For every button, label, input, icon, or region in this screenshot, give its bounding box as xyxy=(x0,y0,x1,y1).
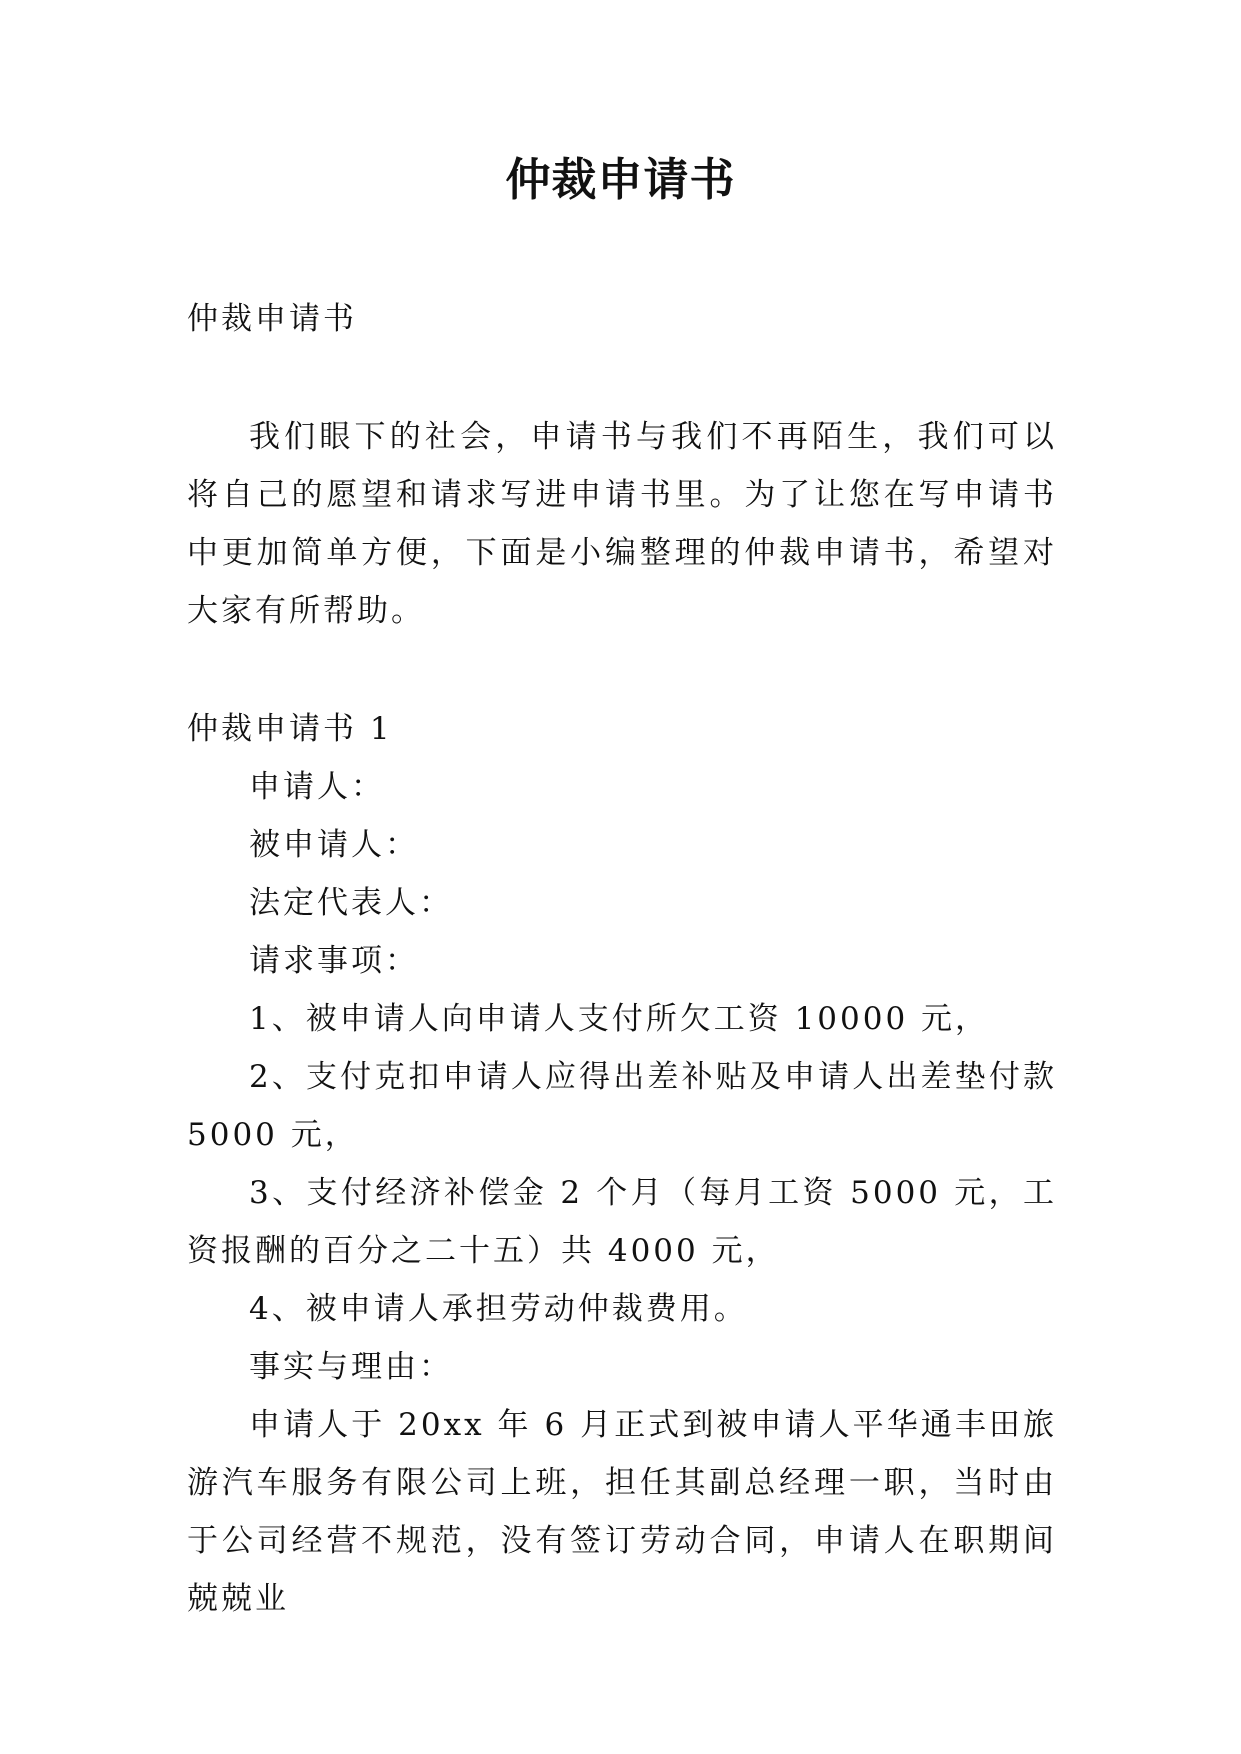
section-title: 仲裁申请书 1 xyxy=(187,711,393,747)
spacer xyxy=(187,640,1057,700)
document-body xyxy=(187,290,1057,1628)
intro-paragraph: 我们眼下的社会，申请书与我们不再陌生，我们可以将自己的愿望和请求写进申请书里。为了让您在写申请书中更加简单方便，下面是小编整理的仲裁申请书，希望对大家有所帮助。 xyxy=(187,419,1057,629)
body-heading: 仲裁申请书 xyxy=(187,301,357,337)
spacer xyxy=(187,348,1057,408)
facts-paragraph: 申请人于 20xx 年 6 月正式到被申请人平华通丰田旅游汽车服务有限公司上班，担任其副总经理一职，当时由于公司经营不规范，没有签订劳动合同，申请人在职期间兢兢业 xyxy=(187,1407,1057,1617)
claim-item: 3、支付经济补偿金 2 个月（每月工资 5000 元，工资报酬的百分之二十五）共 4000 元， xyxy=(187,1175,1057,1269)
claims-heading: 请求事项： xyxy=(249,943,419,979)
applicant-field: 申请人： xyxy=(249,769,385,805)
facts-heading: 事实与理由： xyxy=(249,1349,453,1385)
document-title: 仲裁申请书 xyxy=(505,153,736,206)
legal-rep-field: 法定代表人： xyxy=(249,885,453,921)
claim-item: 1、被申请人向申请人支付所欠工资 10000 元， xyxy=(249,1001,990,1037)
claim-item: 4、被申请人承担劳动仲裁费用。 xyxy=(249,1291,748,1327)
respondent-field: 被申请人： xyxy=(249,827,419,863)
claim-item: 2、支付克扣申请人应得出差补贴及申请人出差垫付款 5000 元， xyxy=(187,1059,1057,1153)
